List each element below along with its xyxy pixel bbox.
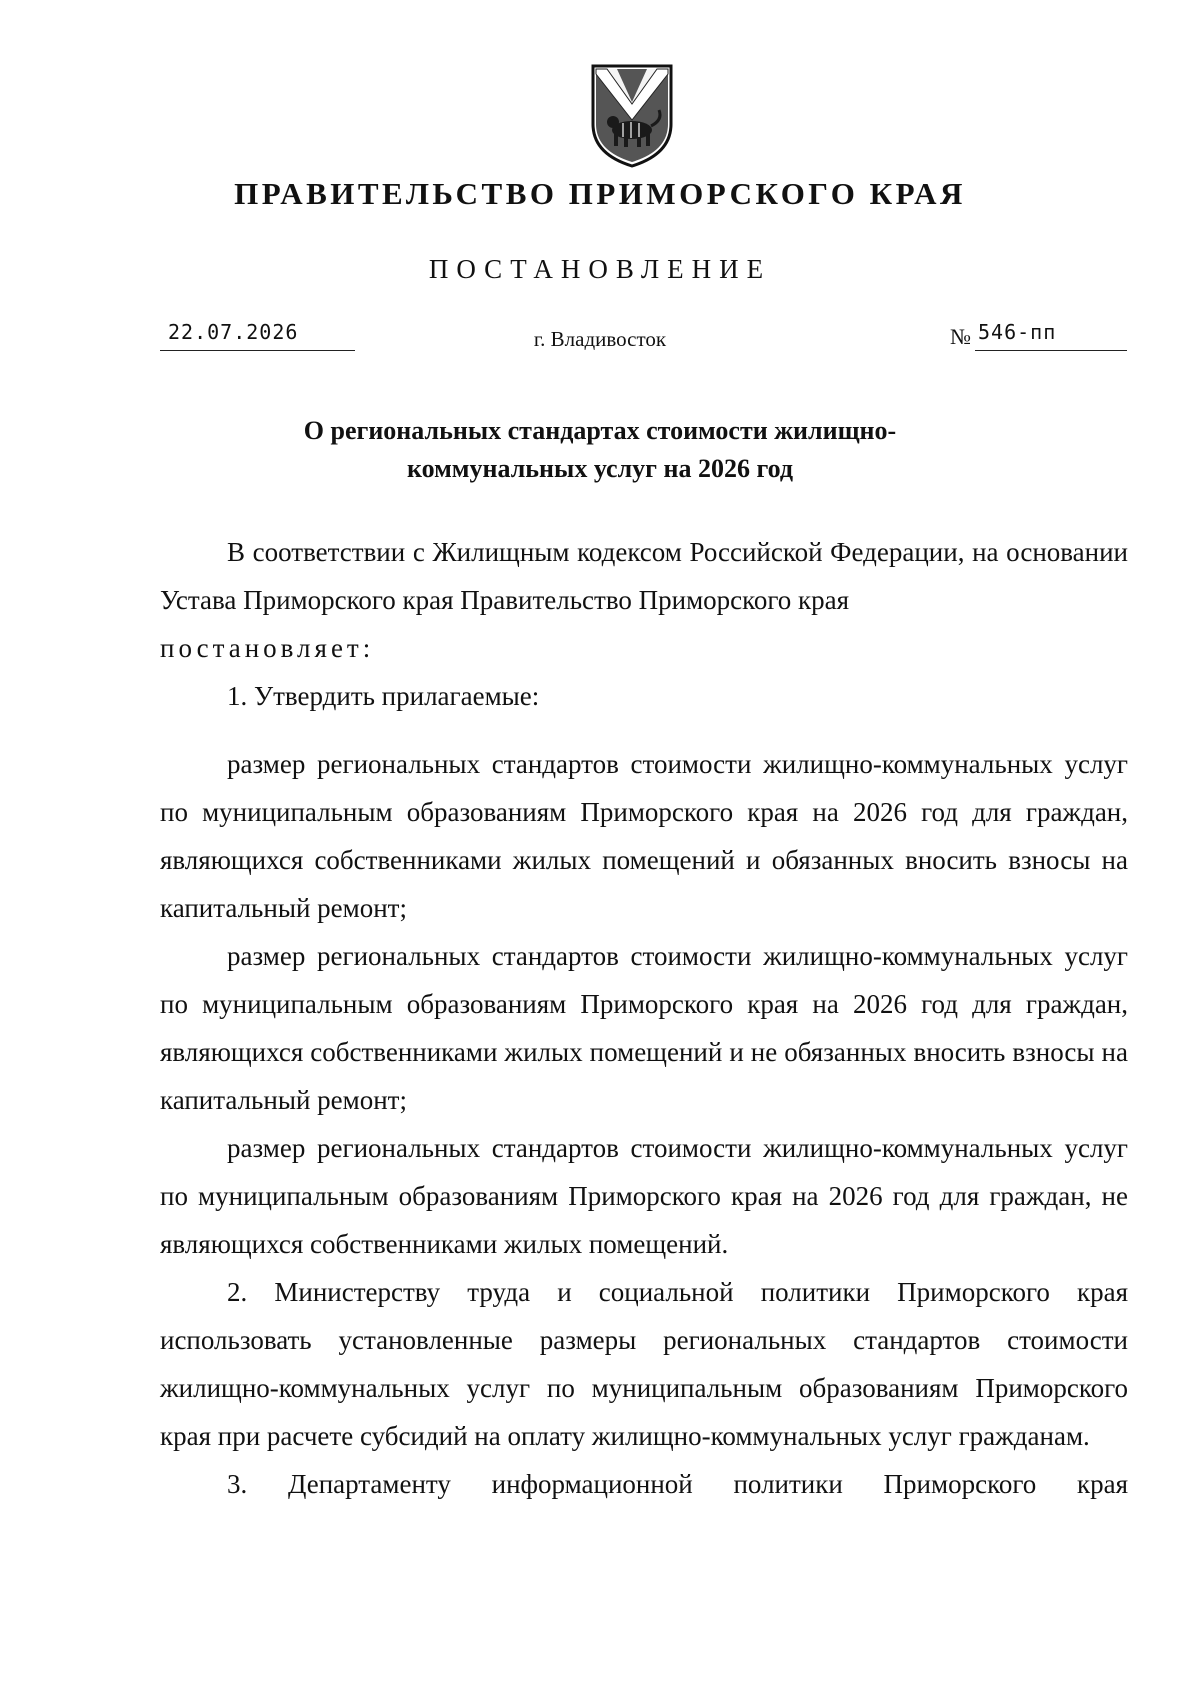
- number-underline: [975, 350, 1127, 351]
- subject-line-1: О региональных стандартах стоимости жилищно-: [303, 416, 897, 445]
- document-date: 22.07.2026: [168, 320, 299, 344]
- document-number-prefix: №: [950, 324, 971, 349]
- document-type: ПОСТАНОВЛЕНИЕ: [428, 254, 772, 284]
- item-2-paragraph: 2. Министерству труда и социальной политики Приморского края использовать установленные размеры региональных стандартов стоимости жилищно-коммунальных услуг по муниципальным образованиям Приморского края при расчете субсидий на оплату жилищно-коммунальных услуг гражданам.: [160, 1277, 1128, 1451]
- item-3-paragraph: 3. Департаменту информационной политики Приморского края: [227, 1469, 1128, 1499]
- decree-word: постановляет:: [160, 633, 375, 663]
- government-title: ПРАВИТЕЛЬСТВО ПРИМОРСКОГО КРАЯ: [234, 176, 966, 211]
- preamble-paragraph: В соответствии с Жилищным кодексом Российской Федерации, на основании Устава Приморского края Правительство Приморского края: [160, 537, 1128, 615]
- document-number: 546-пп: [978, 320, 1057, 344]
- document-body: [160, 528, 1128, 1508]
- item-1b-paragraph: размер региональных стандартов стоимости жилищно-коммунальных услуг по муниципальным образованиям Приморского края на 2026 год для граждан, являющихся собственниками жилых помещений и не обязанных вносить взносы на капитальный ремонт;: [160, 941, 1128, 1115]
- item-1-paragraph: 1. Утвердить прилагаемые:: [227, 681, 540, 711]
- coat-of-arms-icon: [587, 62, 677, 168]
- document-subject: [0, 412, 1200, 488]
- document-city: г. Владивосток: [533, 327, 667, 351]
- item-1a-paragraph: размер региональных стандартов стоимости жилищно-коммунальных услуг по муниципальным образованиям Приморского края на 2026 год для граждан, являющихся собственниками жилых помещений и обязанных вносить взносы на капитальный ремонт;: [160, 749, 1128, 923]
- item-1c-paragraph: размер региональных стандартов стоимости жилищно-коммунальных услуг по муниципальным образованиям Приморского края на 2026 год для граждан, не являющихся собственниками жилых помещений.: [160, 1133, 1128, 1259]
- subject-line-2: коммунальных услуг на 2026 год: [406, 454, 794, 483]
